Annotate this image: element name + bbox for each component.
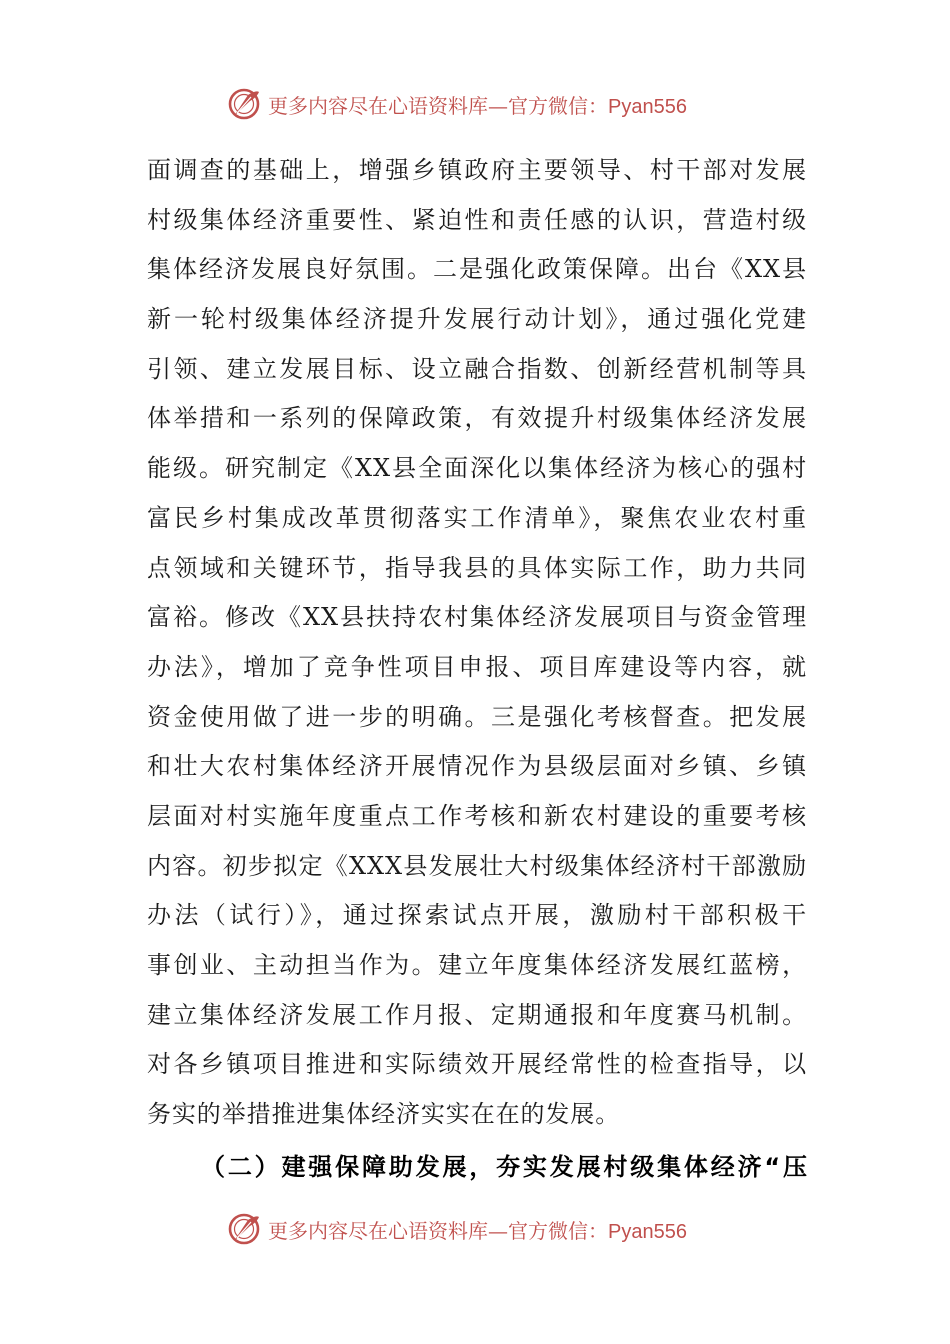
body-line: 引领、建立发展目标、设立融合指数、创新经营机制等具 (147, 354, 807, 383)
body-line: 能级。研究制定《XX县全面深化以集体经济为核心的强村 (147, 454, 807, 483)
body-line: 体举措和一系列的保障政策，有效提升村级集体经济发展 (147, 404, 807, 433)
header-banner (226, 86, 687, 122)
body-line: 集体经济发展良好氛围。二是强化政策保障。出台《XX县 (147, 255, 807, 284)
body-line: 面调查的基础上，增强乡镇政府主要领导、村干部对发展 (147, 156, 807, 184)
body-line: 新一轮村级集体经济提升发展行动计划》，通过强化党建 (147, 305, 807, 334)
quill-logo-icon (226, 86, 262, 122)
header-banner-text: 更多内容尽在心语资料库—官方微信：Pyan556 (268, 93, 687, 118)
body-line: 层面对村实施年度重点工作考核和新农村建设的重要考核 (147, 801, 807, 830)
header-wechat-id: Pyan556 (608, 95, 687, 118)
body-line: 富民乡村集成改革贯彻落实工作清单》，聚焦农业农村重 (147, 503, 807, 532)
footer-banner (226, 1211, 687, 1247)
body-line: 建立集体经济发展工作月报、定期通报和年度赛马机制。 (147, 1000, 807, 1029)
body-line: 村级集体经济重要性、紧迫性和责任感的认识，营造村级 (147, 205, 807, 234)
footer-banner-text: 更多内容尽在心语资料库—官方微信：Pyan556 (268, 1218, 687, 1243)
body-line: 资金使用做了进一步的明确。三是强化考核督查。把发展 (147, 702, 807, 731)
quill-logo-icon (226, 1211, 262, 1247)
body-line: 富裕。修改《XX县扶持农村集体经济发展项目与资金管理 (147, 603, 807, 632)
body-line: 对各乡镇项目推进和实际绩效开展经常性的检查指导，以 (147, 1050, 807, 1079)
footer-wechat-id: Pyan556 (608, 1220, 687, 1243)
body-paragraph (147, 146, 807, 1140)
body-line: 内容。初步拟定《XXX县发展壮大村级集体经济村干部激励 (147, 851, 807, 880)
body-line: 办法》，增加了竞争性项目申报、项目库建设等内容，就 (147, 652, 807, 681)
body-line: 点领域和关键环节，指导我县的具体实际工作，助力共同 (147, 553, 807, 582)
body-line: 办法（试行）》，通过探索试点开展，激励村干部积极干 (147, 901, 807, 930)
body-line: 事创业、主动担当作为。建立年度集体经济发展红蓝榜， (147, 951, 807, 979)
body-line-last: 务实的举措推进集体经济实实在在的发展。 (147, 1100, 621, 1129)
section-heading: （二）建强保障助发展，夯实发展村级集体经济“压 (201, 1153, 807, 1181)
body-line: 和壮大农村集体经济开展情况作为县级层面对乡镇、乡镇 (147, 752, 807, 781)
